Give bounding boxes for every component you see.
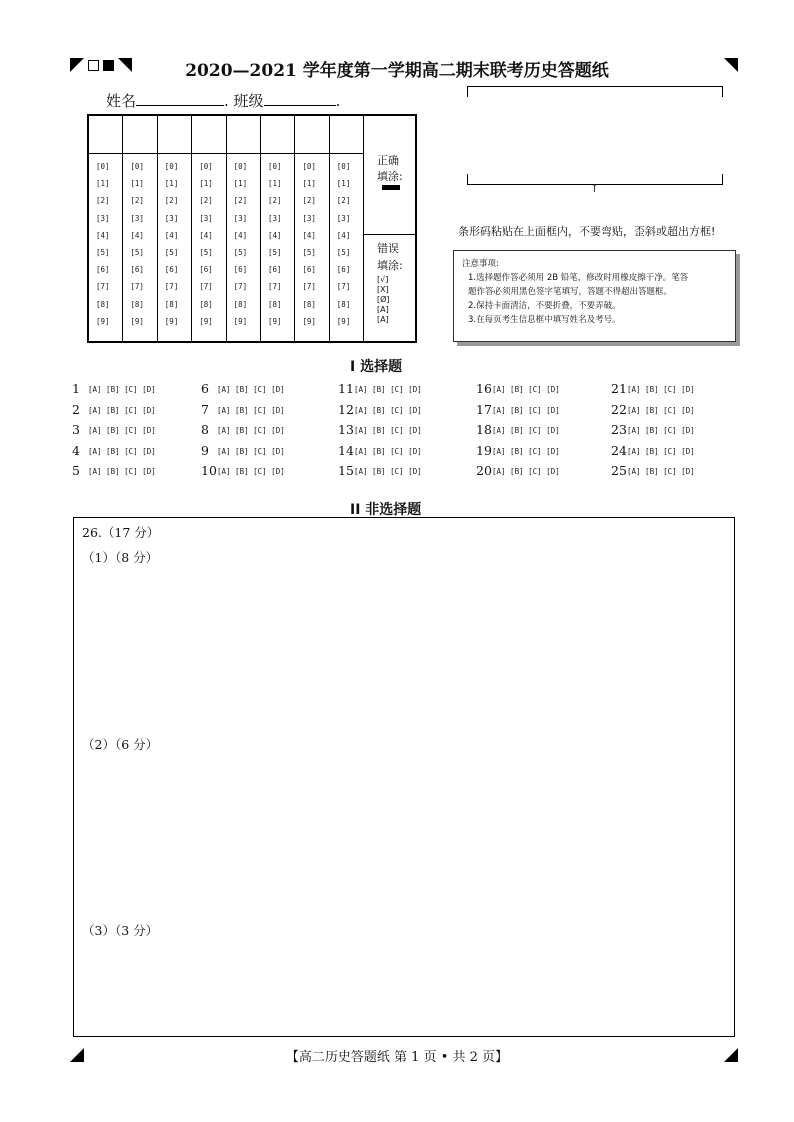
wrong-fill-label2: 填涂:: [377, 259, 403, 272]
mcq-options[interactable]: [A] [B] [C] [D]: [492, 446, 560, 456]
mcq-options[interactable]: [A] [B] [C] [D]: [88, 446, 156, 456]
mcq-number: 19: [476, 442, 492, 458]
id-digit-bubble[interactable]: [9]: [96, 316, 110, 326]
id-column: [227, 116, 261, 341]
mcq-options[interactable]: [A] [B] [C] [D]: [217, 385, 285, 394]
id-digit-bubble[interactable]: [4]: [164, 230, 179, 240]
id-digit-bubble[interactable]: [0]: [96, 162, 110, 171]
question-title: 26.（17 分）: [82, 525, 160, 540]
mcq-options[interactable]: [A] [B] [C] [D]: [217, 426, 285, 435]
mcq-number: 4: [72, 442, 80, 458]
id-digit-bubble[interactable]: [5]: [164, 248, 179, 257]
mcq-number: 5: [72, 463, 80, 478]
id-digit-bubble[interactable]: [1]: [130, 179, 144, 189]
mcq-options[interactable]: [A] [B] [C] [D]: [627, 385, 695, 394]
id-digit-bubble[interactable]: [9]: [302, 316, 316, 326]
id-digit-bubble[interactable]: [4]: [199, 230, 213, 240]
mcq-options[interactable]: [A] [B] [C] [D]: [354, 405, 422, 415]
id-digit-bubble[interactable]: [6]: [336, 265, 351, 275]
mcq-options[interactable]: [A] [B] [C] [D]: [217, 446, 285, 456]
question-part-3: （3）（3 分）: [82, 923, 159, 938]
mcq-number: 17: [476, 401, 492, 417]
mcq-number: 6: [201, 381, 209, 396]
id-digit-bubble[interactable]: [2]: [130, 196, 144, 206]
id-digit-bubble[interactable]: [4]: [302, 230, 316, 240]
page-footer: 【高二历史答题纸 第 1 页 • 共 2 页】: [285, 1050, 509, 1065]
mcq-number: 21: [611, 381, 627, 396]
class-end: .: [335, 92, 341, 110]
id-column: [261, 116, 295, 341]
mcq-options[interactable]: [A] [B] [C] [D]: [88, 467, 156, 476]
question-part-1: （1）（8 分）: [82, 550, 159, 565]
question-part-2: （2）（6 分）: [82, 737, 159, 752]
id-digit-bubble[interactable]: [8]: [96, 299, 110, 309]
fill-instructions: [364, 116, 415, 341]
notice-box: [453, 250, 736, 342]
id-digit-bubble[interactable]: [2]: [96, 196, 110, 206]
id-digit-bubble[interactable]: [3]: [233, 213, 248, 223]
id-digit-bubble[interactable]: [9]: [233, 316, 248, 326]
id-column: [192, 116, 226, 341]
id-digit-bubble[interactable]: [1]: [199, 179, 213, 189]
mcq-options[interactable]: [A] [B] [C] [D]: [217, 467, 285, 476]
name-label: 姓名: [106, 92, 137, 110]
id-digit-bubble[interactable]: [1]: [336, 179, 351, 189]
id-digit-bubble[interactable]: [7]: [302, 282, 316, 292]
mcq-number: 13: [338, 422, 354, 437]
id-digit-bubble[interactable]: [6]: [96, 265, 110, 275]
mcq-options[interactable]: [A] [B] [C] [D]: [88, 426, 156, 435]
wrong-example: [X]: [377, 285, 389, 294]
section-free-response: II 非选择题: [350, 502, 422, 518]
class-field[interactable]: [264, 91, 336, 106]
mcq-options[interactable]: [A] [B] [C] [D]: [492, 467, 560, 476]
mcq-options[interactable]: [A] [B] [C] [D]: [492, 426, 560, 435]
mcq-number: 10: [201, 463, 217, 478]
wrong-fill-examples: [377, 275, 390, 325]
id-digit-bubble[interactable]: [6]: [233, 265, 248, 275]
id-digit-bubble[interactable]: [3]: [199, 213, 213, 223]
id-digit-bubble[interactable]: [3]: [130, 213, 144, 223]
id-digit-bubble[interactable]: [9]: [164, 316, 179, 326]
barcode-instruction: 条形码粘贴在上面框内，不要弯贴，歪斜或超出方框!: [458, 225, 716, 238]
id-digit-bubble[interactable]: [7]: [130, 282, 144, 292]
id-digit-bubble[interactable]: [5]: [268, 248, 282, 257]
id-column: [123, 116, 157, 341]
mcq-number: 16: [476, 381, 492, 396]
mcq-options[interactable]: [A] [B] [C] [D]: [354, 385, 422, 394]
id-digit-bubble[interactable]: [6]: [268, 265, 282, 275]
id-digit-bubble[interactable]: [3]: [336, 213, 351, 223]
id-digit-bubble[interactable]: [8]: [130, 299, 144, 309]
section-multiple-choice: I 选择题: [350, 359, 403, 375]
id-digit-bubble[interactable]: [5]: [302, 248, 316, 257]
id-digit-bubble[interactable]: [7]: [268, 282, 282, 292]
mcq-options[interactable]: [A] [B] [C] [D]: [492, 405, 560, 415]
id-digit-bubble[interactable]: [7]: [164, 282, 179, 292]
correct-fill-label2: 填涂:: [377, 170, 403, 183]
class-label: . 班级: [224, 92, 264, 110]
arrow-up-icon: ↑: [590, 182, 600, 195]
id-digit-bubble[interactable]: [2]: [199, 196, 213, 206]
id-digit-bubble[interactable]: [0]: [130, 162, 144, 171]
mcq-number: 15: [338, 463, 354, 478]
notice-item: 1.选择题作答必须用 2B 铅笔，修改时用橡皮擦干净。笔答: [468, 273, 689, 283]
mcq-number: 1: [72, 381, 80, 396]
id-digit-bubble[interactable]: [3]: [302, 213, 316, 223]
wrong-example: [Ø]: [377, 295, 390, 304]
answer-box-26[interactable]: [73, 517, 735, 1037]
mcq-options[interactable]: [A] [B] [C] [D]: [354, 426, 422, 435]
id-digit-bubble[interactable]: [6]: [302, 265, 316, 275]
mcq-number: 3: [72, 422, 80, 437]
id-digit-bubble[interactable]: [5]: [336, 248, 351, 257]
id-digit-bubble[interactable]: [5]: [199, 248, 213, 257]
id-column: [330, 116, 364, 341]
id-digit-bubble[interactable]: [6]: [164, 265, 179, 275]
id-digit-bubble[interactable]: [2]: [302, 196, 316, 206]
mcq-options[interactable]: [A] [B] [C] [D]: [627, 405, 695, 415]
id-digit-bubble[interactable]: [3]: [164, 213, 179, 223]
id-digit-bubble[interactable]: [3]: [96, 213, 110, 223]
id-digit-bubble[interactable]: [4]: [336, 230, 351, 240]
id-digit-bubble[interactable]: [8]: [233, 299, 248, 309]
mcq-number: 9: [201, 442, 209, 458]
mcq-number: 25: [611, 463, 627, 478]
mcq-number: 24: [611, 442, 627, 458]
mcq-number: 7: [201, 401, 209, 417]
id-digit-bubble[interactable]: [8]: [302, 299, 316, 309]
name-class-line: [106, 90, 340, 111]
id-digit-bubble[interactable]: [8]: [164, 299, 179, 309]
id-digit-bubble[interactable]: [4]: [96, 230, 110, 240]
id-digit-bubble[interactable]: [8]: [336, 299, 351, 309]
id-digit-bubble[interactable]: [7]: [336, 282, 351, 292]
id-digit-bubble[interactable]: [8]: [199, 299, 213, 309]
mcq-number: 18: [476, 422, 492, 437]
wrong-example: [A]: [377, 305, 389, 314]
wrong-fill-label: 错误: [377, 242, 399, 255]
id-digit-bubble[interactable]: [3]: [268, 213, 282, 223]
id-column: [89, 116, 123, 341]
mcq-options[interactable]: [A] [B] [C] [D]: [492, 385, 560, 394]
id-digit-bubble[interactable]: [2]: [164, 196, 179, 206]
id-digit-bubble[interactable]: [5]: [96, 248, 110, 257]
mcq-number: 20: [476, 463, 492, 478]
id-digit-bubble[interactable]: [0]: [233, 162, 248, 171]
id-digit-bubble[interactable]: [0]: [268, 162, 282, 171]
id-digit-bubble[interactable]: [6]: [130, 265, 144, 275]
notice-title: 注意事项:: [462, 259, 499, 269]
mcq-number: 2: [72, 401, 80, 417]
fill-divider: [364, 234, 415, 235]
barcode-frame-top: [467, 86, 723, 97]
id-digit-bubble[interactable]: [9]: [130, 316, 144, 326]
correct-fill-mark: [382, 185, 400, 190]
notice-item: 2.保持卡面清洁，不要折叠，不要弄破。: [468, 301, 621, 311]
id-digit-bubble[interactable]: [2]: [233, 196, 248, 206]
id-digit-bubble[interactable]: [4]: [268, 230, 282, 240]
id-digit-bubble[interactable]: [1]: [233, 179, 248, 189]
wrong-example: [√]: [377, 275, 389, 284]
mcq-number: 22: [611, 401, 627, 417]
id-digit-bubble[interactable]: [8]: [268, 299, 282, 309]
id-digit-bubble[interactable]: [7]: [96, 282, 110, 292]
correct-fill-label: 正确: [377, 154, 399, 167]
id-digit-bubble[interactable]: [0]: [336, 162, 351, 171]
mcq-number: 11: [338, 381, 354, 396]
exam-id-grid: [87, 114, 417, 343]
name-field[interactable]: [136, 91, 224, 106]
id-digit-bubble[interactable]: [1]: [302, 179, 316, 189]
mcq-options[interactable]: [A] [B] [C] [D]: [88, 405, 156, 415]
id-digit-bubble[interactable]: [6]: [199, 265, 213, 275]
mcq-number: 8: [201, 422, 209, 437]
id-digit-bubble[interactable]: [1]: [164, 179, 179, 189]
id-digit-bubble[interactable]: [9]: [336, 316, 351, 326]
id-column: [295, 116, 329, 341]
mcq-options[interactable]: [A] [B] [C] [D]: [354, 446, 422, 456]
id-digit-bubble[interactable]: [9]: [268, 316, 282, 326]
id-digit-bubble[interactable]: [1]: [96, 179, 110, 189]
id-digit-bubble[interactable]: [7]: [199, 282, 213, 292]
id-digit-bubble[interactable]: [0]: [164, 162, 179, 171]
id-digit-bubble[interactable]: [4]: [130, 230, 144, 240]
mcq-options[interactable]: [A] [B] [C] [D]: [88, 385, 156, 394]
mcq-options[interactable]: [A] [B] [C] [D]: [217, 405, 285, 415]
wrong-example: [A]: [377, 315, 389, 324]
mcq-number: 23: [611, 422, 627, 437]
id-digit-bubble[interactable]: [7]: [233, 282, 248, 292]
mcq-options[interactable]: [A] [B] [C] [D]: [627, 467, 695, 476]
id-column: [158, 116, 192, 341]
mcq-options[interactable]: [A] [B] [C] [D]: [627, 446, 695, 456]
id-digit-bubble[interactable]: [9]: [199, 316, 213, 326]
id-digit-bubble[interactable]: [5]: [130, 248, 144, 257]
notice-item: 题作答必须用黑色签字笔填写，答题不得超出答题框。: [468, 287, 673, 297]
mcq-number: 12: [338, 401, 354, 417]
id-digit-bubble[interactable]: [5]: [233, 248, 248, 257]
mcq-options[interactable]: [A] [B] [C] [D]: [627, 426, 695, 435]
mcq-options[interactable]: [A] [B] [C] [D]: [354, 467, 422, 476]
id-digit-bubble[interactable]: [4]: [233, 230, 248, 240]
id-digit-bubble[interactable]: [2]: [268, 196, 282, 206]
id-digit-bubble[interactable]: [1]: [268, 179, 282, 189]
notice-item: 3.在每页考生信息框中填写姓名及考号。: [468, 315, 621, 325]
mcq-number: 14: [338, 442, 354, 458]
id-digit-bubble[interactable]: [2]: [336, 196, 351, 206]
page-title: 2020—2021 学年度第一学期高二期末联考历史答题纸: [185, 61, 609, 81]
id-digit-bubble[interactable]: [0]: [199, 162, 213, 171]
id-digit-bubble[interactable]: [0]: [302, 162, 316, 171]
